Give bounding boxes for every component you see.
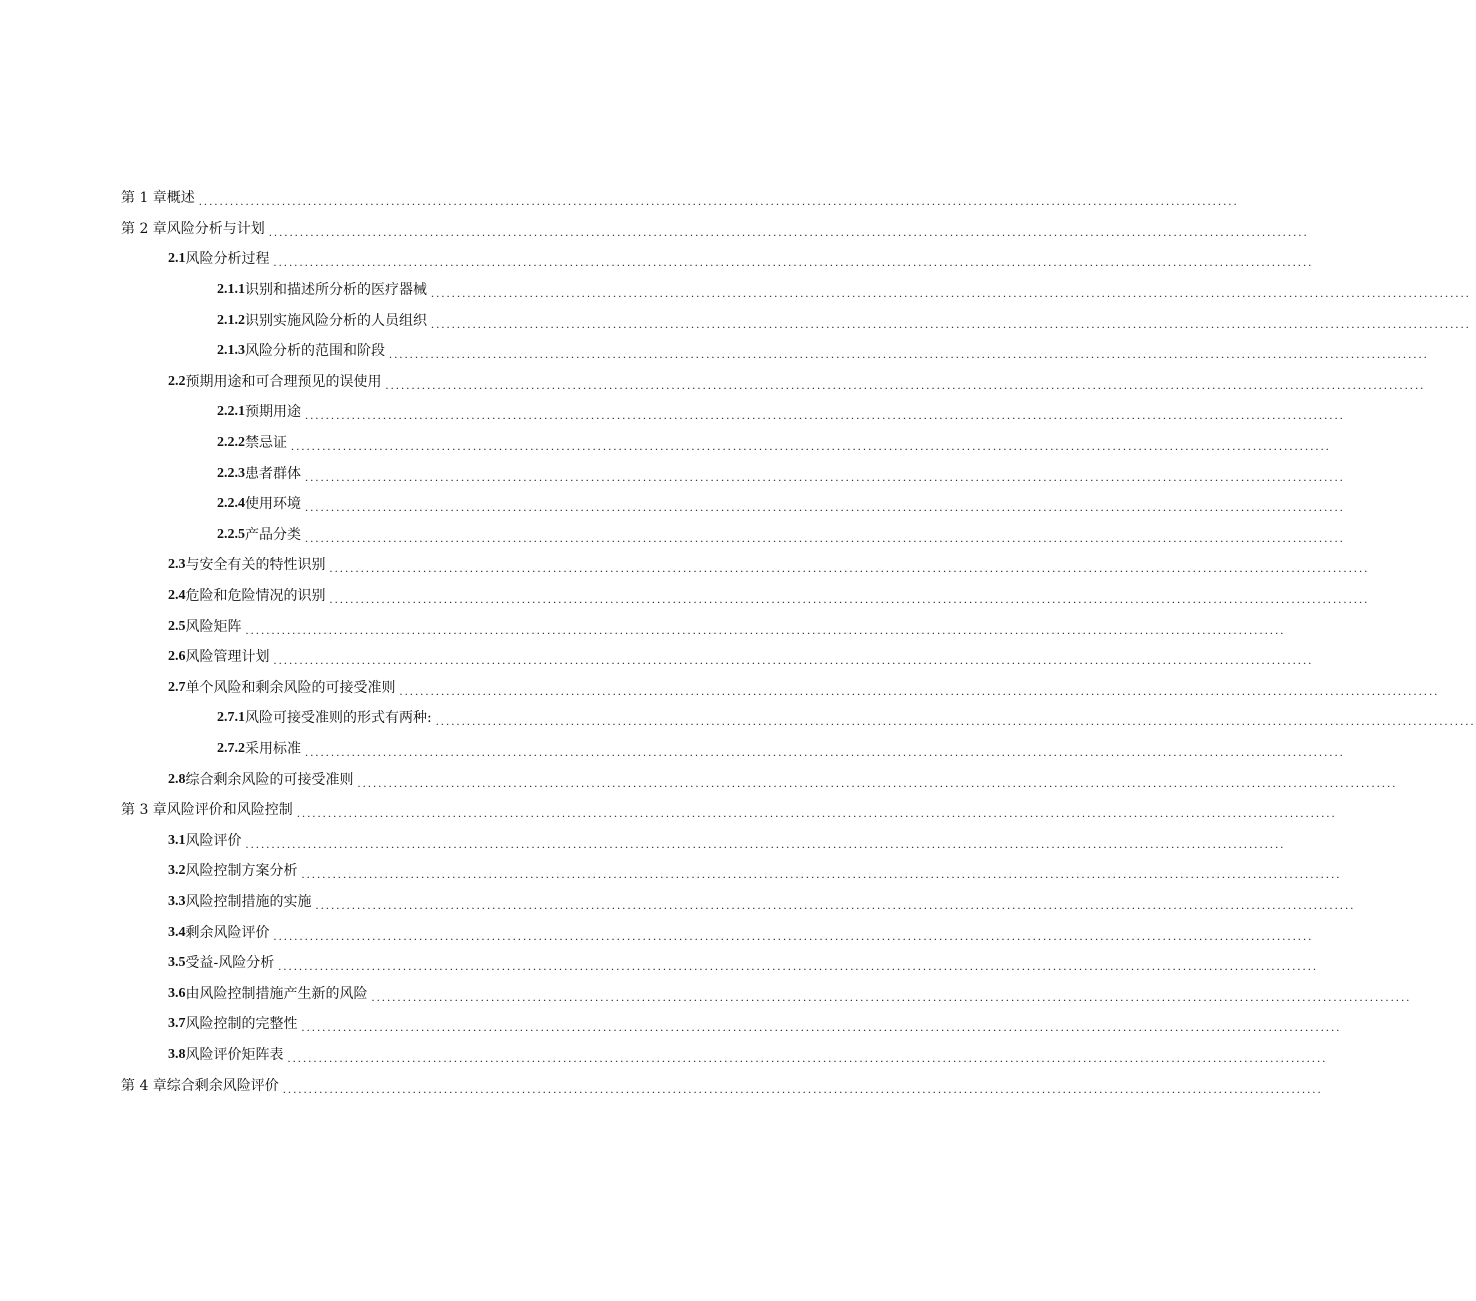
- toc-entry-title: 风险控制措施的实施: [185, 893, 312, 910]
- toc-dot-leader: ........................................................................................................................................................................................................: [287, 1050, 1328, 1065]
- toc-entry-number: 2.2.1: [217, 404, 245, 420]
- toc-entry[interactable]: [121, 978, 1412, 1009]
- toc-dot-leader: ........................................................................................................................................................................................................: [305, 500, 1345, 515]
- toc-dot-leader: ........................................................................................................................................................................................................: [282, 1081, 1323, 1096]
- toc-entry-number: 3.4: [168, 924, 186, 940]
- toc-dot-leader: ........................................................................................................................................................................................................: [431, 286, 1471, 301]
- toc-entry-title: 受益-风险分析: [185, 955, 275, 972]
- toc-entry[interactable]: [121, 581, 1370, 612]
- toc-entry[interactable]: [121, 673, 1440, 704]
- toc-entry[interactable]: [121, 244, 1314, 275]
- toc-entry[interactable]: [121, 825, 1286, 856]
- toc-entry-number: 3.5: [168, 955, 186, 971]
- toc-dot-leader: ........................................................................................................................................................................................................: [435, 714, 1476, 729]
- toc-entry[interactable]: [121, 611, 1286, 642]
- toc-entry[interactable]: [121, 550, 1370, 581]
- toc-entry-title: 风险评价: [185, 832, 242, 849]
- toc-dot-leader: ........................................................................................................................................................................................................: [329, 561, 1370, 576]
- toc-entry[interactable]: [121, 397, 1345, 428]
- toc-entry-number: 2.1: [168, 251, 186, 267]
- toc-entry-number: 2.2.5: [217, 526, 245, 542]
- toc-entry-number: 2.6: [168, 649, 186, 665]
- toc-entry-number: 2.1.3: [217, 343, 245, 359]
- toc-entry[interactable]: [121, 305, 1471, 336]
- toc-dot-leader: ........................................................................................................................................................................................................: [315, 897, 1356, 912]
- toc-entry-title: 采用标准: [245, 740, 301, 757]
- toc-entry-title: 预期用途和可合理预见的误使用: [185, 373, 382, 390]
- toc-entry-number: 2.1.2: [217, 312, 245, 328]
- toc-entry[interactable]: [121, 642, 1314, 673]
- toc-entry-title: 第 3 章风险评价和风险控制: [121, 802, 293, 819]
- toc-entry-title: 第 4 章综合剩余风险评价: [121, 1077, 279, 1094]
- toc-entry[interactable]: [121, 1070, 1323, 1101]
- toc-entry-number: 2.7.2: [217, 740, 245, 756]
- toc-entry-title: 第 2 章风险分析与计划: [121, 220, 265, 237]
- toc-entry[interactable]: [121, 214, 1309, 245]
- toc-entry-title: 综合剩余风险的可接受准则: [185, 771, 354, 788]
- toc-entry-title: 禁忌证: [245, 435, 287, 452]
- toc-dot-leader: ........................................................................................................................................................................................................: [296, 806, 1337, 821]
- toc-entry-title: 识别和描述所分析的医疗器械: [245, 282, 427, 299]
- toc-dot-leader: ........................................................................................................................................................................................................: [329, 592, 1370, 607]
- toc-entry[interactable]: [121, 887, 1356, 918]
- toc-entry-title: 风险控制方案分析: [185, 863, 298, 880]
- toc-dot-leader: ........................................................................................................................................................................................................: [305, 744, 1345, 759]
- toc-entry-title: 剩余风险评价: [185, 924, 270, 941]
- toc-entry-title: 产品分类: [245, 526, 301, 543]
- toc-entry-title: 风险分析的范围和阶段: [245, 343, 385, 360]
- toc-entry-number: 2.2.4: [217, 496, 245, 512]
- toc-entry-number: 3.2: [168, 863, 186, 879]
- toc-entry-number: 3.8: [168, 1046, 186, 1062]
- toc-entry[interactable]: [121, 1040, 1328, 1071]
- toc-dot-leader: ........................................................................................................................................................................................................: [385, 377, 1426, 392]
- toc-entry-number: 2.3: [168, 557, 186, 573]
- toc-entry-number: 2.2: [168, 373, 186, 389]
- toc-entry[interactable]: [121, 948, 1319, 979]
- toc-entry[interactable]: [121, 275, 1471, 306]
- toc-entry-number: 2.1.1: [217, 282, 245, 298]
- toc-entry[interactable]: [121, 367, 1426, 398]
- toc-entry-title: 风险矩阵: [185, 618, 242, 635]
- toc-dot-leader: ........................................................................................................................................................................................................: [245, 836, 1286, 851]
- toc-entry-title: 使用环境: [245, 496, 301, 513]
- toc-entry[interactable]: [121, 183, 1239, 214]
- toc-dot-leader: ........................................................................................................................................................................................................: [305, 469, 1345, 484]
- toc-entry-number: 2.4: [168, 588, 186, 604]
- toc-entry-title: 识别实施风险分析的人员组织: [245, 312, 427, 329]
- toc-entry[interactable]: [121, 520, 1345, 551]
- toc-entry-number: 2.7: [168, 679, 186, 695]
- toc-dot-leader: ........................................................................................................................................................................................................: [399, 683, 1440, 698]
- toc-dot-leader: ........................................................................................................................................................................................................: [371, 989, 1412, 1004]
- toc-dot-leader: ........................................................................................................................................................................................................: [305, 530, 1345, 545]
- toc-entry-number: 2.2.3: [217, 465, 245, 481]
- toc-dot-leader: ........................................................................................................................................................................................................: [291, 439, 1331, 454]
- toc-entry[interactable]: [121, 917, 1314, 948]
- toc-entry[interactable]: [121, 1009, 1342, 1040]
- toc-entry-title: 单个风险和剩余风险的可接受准则: [185, 679, 396, 696]
- toc-entry[interactable]: [121, 856, 1342, 887]
- toc-entry-title: 风险控制的完整性: [185, 1016, 298, 1033]
- toc-entry-number: 2.7.1: [217, 710, 245, 726]
- toc-entry-title: 患者群体: [245, 465, 301, 482]
- toc-entry[interactable]: [121, 703, 1476, 734]
- toc-entry-title: 预期用途: [245, 404, 301, 421]
- toc-entry-title: 第 1 章概述: [121, 190, 195, 207]
- toc-entry-title: 危险和危险情况的识别: [185, 588, 326, 605]
- toc-entry[interactable]: [121, 795, 1337, 826]
- toc-dot-leader: ........................................................................................................................................................................................................: [357, 775, 1398, 790]
- toc-dot-leader: ........................................................................................................................................................................................................: [278, 959, 1319, 974]
- toc-entry-title: 与安全有关的特性识别: [185, 557, 326, 574]
- toc-dot-leader: ........................................................................................................................................................................................................: [431, 316, 1471, 331]
- toc-entry-number: 3.7: [168, 1016, 186, 1032]
- toc-entry-title: 由风险控制措施产生新的风险: [185, 985, 368, 1002]
- toc-entry-title: 风险管理计划: [185, 649, 270, 666]
- toc-entry-title: 风险分析过程: [185, 251, 270, 268]
- toc-entry[interactable]: [121, 764, 1398, 795]
- toc-dot-leader: ........................................................................................................................................................................................................: [198, 194, 1239, 209]
- toc-entry[interactable]: [121, 458, 1345, 489]
- toc-entry-number: 3.1: [168, 832, 186, 848]
- toc-entry-title: 风险可接受准则的形式有两种:: [245, 710, 432, 727]
- table-of-contents: [121, 183, 1476, 1101]
- toc-entry[interactable]: [121, 336, 1429, 367]
- toc-dot-leader: ........................................................................................................................................................................................................: [305, 408, 1345, 423]
- toc-entry-number: 2.8: [168, 771, 186, 787]
- toc-dot-leader: ........................................................................................................................................................................................................: [273, 653, 1314, 668]
- toc-dot-leader: ........................................................................................................................................................................................................: [245, 622, 1286, 637]
- toc-dot-leader: ........................................................................................................................................................................................................: [301, 867, 1342, 882]
- toc-entry-number: 2.5: [168, 618, 186, 634]
- toc-entry-number: 3.3: [168, 893, 186, 909]
- toc-entry[interactable]: [121, 428, 1331, 459]
- toc-entry-number: 3.6: [168, 985, 186, 1001]
- toc-entry-number: 2.2.2: [217, 435, 245, 451]
- toc-dot-leader: ........................................................................................................................................................................................................: [301, 1020, 1342, 1035]
- toc-dot-leader: ........................................................................................................................................................................................................: [273, 928, 1314, 943]
- toc-dot-leader: ........................................................................................................................................................................................................: [273, 255, 1314, 270]
- toc-entry[interactable]: [121, 734, 1345, 765]
- toc-dot-leader: ........................................................................................................................................................................................................: [268, 224, 1309, 239]
- toc-dot-leader: ........................................................................................................................................................................................................: [389, 347, 1429, 362]
- toc-entry-title: 风险评价矩阵表: [185, 1046, 284, 1063]
- toc-entry[interactable]: [121, 489, 1345, 520]
